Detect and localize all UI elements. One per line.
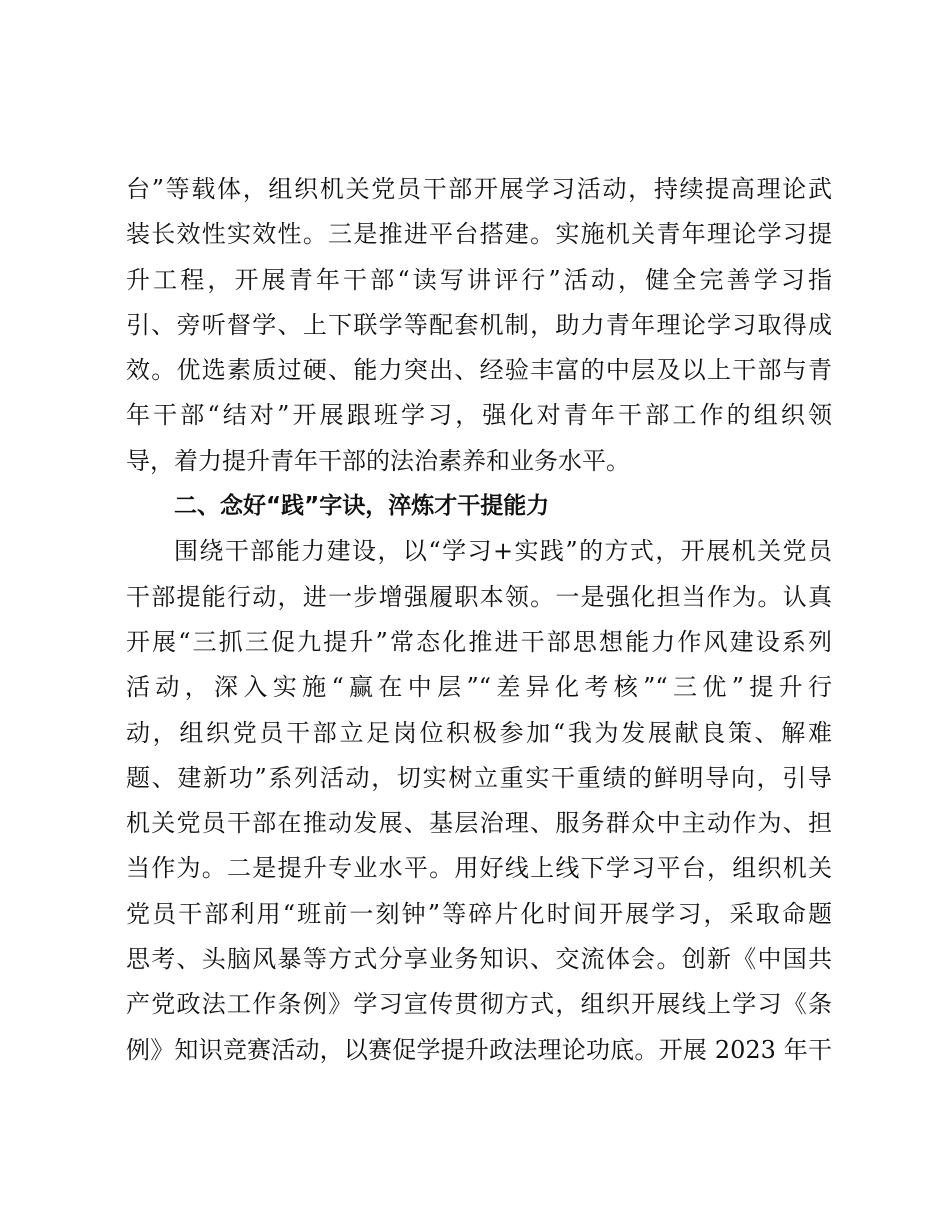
text-line: 开展“三抓三促九提升”常态化推进干部思想能力作风建设系列 <box>126 627 832 656</box>
paragraph-2 <box>126 529 832 1073</box>
document-body <box>126 167 832 1073</box>
text-line: 装长效性实效性。三是推进平台搭建。实施机关青年理论学习提 <box>126 220 832 249</box>
section-heading: 二、念好“践”字诀，淬炼才干提能力 <box>174 493 550 520</box>
text-line: 年干部“结对”开展跟班学习，强化对青年干部工作的组织领 <box>126 401 832 430</box>
text-line: 例》知识竞赛活动，以赛促学提升政法理论功底。开展 2023 年干 <box>126 1035 832 1064</box>
text-line: 动，组织党员干部立足岗位积极参加“我为发展献良策、解难 <box>126 718 832 747</box>
text-line: 引、旁听督学、上下联学等配套机制，助力青年理论学习取得成 <box>126 310 832 339</box>
text-line: 活动，深入实施“赢在中层”“差异化考核”“三优”提升行 <box>126 673 832 702</box>
text-line: 干部提能行动，进一步增强履职本领。一是强化担当作为。认真 <box>126 582 832 611</box>
text-line: 升工程，开展青年干部“读写讲评行”活动，健全完善学习指 <box>126 265 832 294</box>
text-line: 效。优选素质过硬、能力突出、经验丰富的中层及以上干部与青 <box>126 356 832 385</box>
text-line: 围绕干部能力建设，以“学习+实践”的方式，开展机关党员 <box>174 537 832 566</box>
text-line: 导，着力提升青年干部的法治素养和业务水平。 <box>126 446 630 475</box>
text-line: 思考、头脑风暴等方式分享业务知识、交流体会。创新《中国共 <box>126 945 832 974</box>
text-line: 党员干部利用“班前一刻钟”等碎片化时间开展学习，采取命题 <box>126 899 832 928</box>
text-line: 当作为。二是提升专业水平。用好线上线下学习平台，组织机关 <box>126 854 832 883</box>
text-line: 台”等载体，组织机关党员干部开展学习活动，持续提高理论武 <box>126 175 832 203</box>
paragraph-1 <box>126 167 832 484</box>
text-line: 机关党员干部在推动发展、基层治理、服务群众中主动作为、担 <box>126 809 832 838</box>
text-line: 题、建新功”系列活动，切实树立重实干重绩的鲜明导向，引导 <box>126 763 832 792</box>
text-line: 产党政法工作条例》学习宣传贯彻方式，组织开展线上学习《条 <box>126 990 832 1019</box>
